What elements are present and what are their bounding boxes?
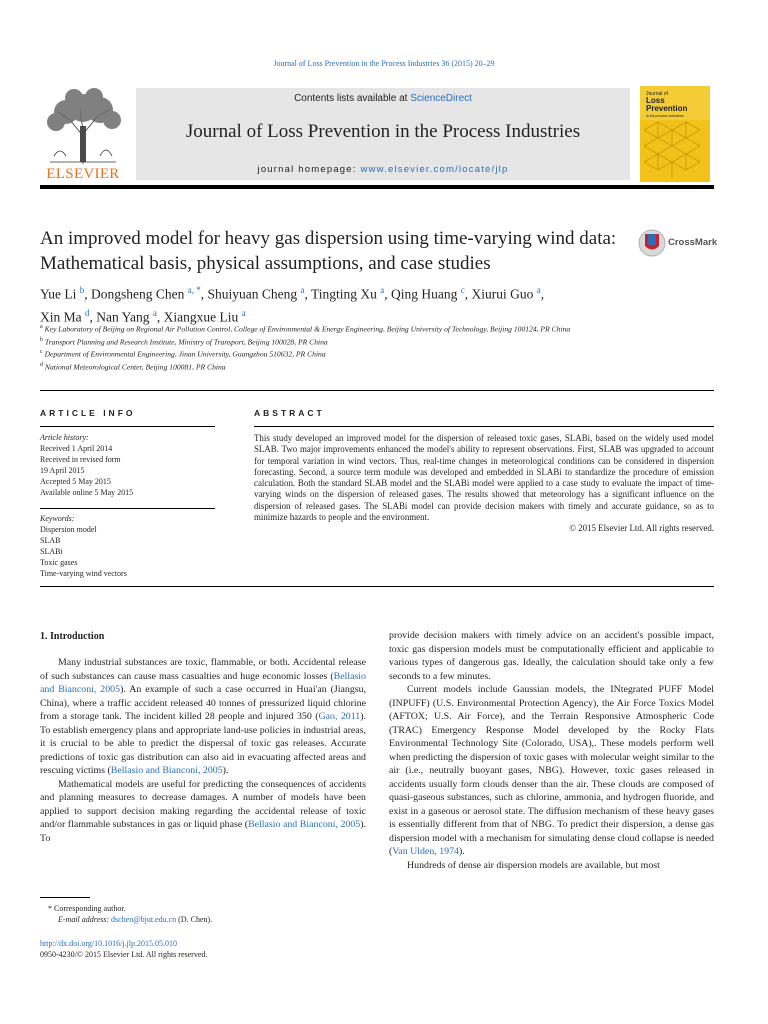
author-name[interactable]: Xiurui Guo xyxy=(471,286,534,302)
journal-title: Journal of Loss Prevention in the Process Industries xyxy=(185,121,581,142)
paragraph-text: ). An example of such a case occurred in Huai'an (Jiangsu, China), where a traffic accident released 40 tonnes of pressurized liquid chlorine from a storage tank. The incident killed 28 people and injured 350 ( xyxy=(40,684,366,722)
author-affiliation-marker[interactable]: b xyxy=(79,285,85,295)
elsevier-tree-icon xyxy=(40,86,126,166)
author-affiliation-marker[interactable]: a xyxy=(536,285,541,295)
citation-link[interactable]: Bellasio and Bianconi, 2005 xyxy=(110,765,223,776)
body-paragraph xyxy=(40,778,366,846)
author-affiliation-marker[interactable]: a xyxy=(300,285,305,295)
history-entry: Accepted 5 May 2015 xyxy=(40,477,111,486)
author-affiliation-marker[interactable]: c xyxy=(460,285,465,295)
title-divider xyxy=(40,390,714,391)
affiliation-key: d xyxy=(40,361,43,368)
history-entry: Received in revised form xyxy=(40,455,121,464)
author-affiliation-marker[interactable]: d xyxy=(85,307,90,318)
keywords-divider xyxy=(40,508,215,509)
affiliation-item xyxy=(40,335,620,348)
email-line xyxy=(48,914,212,925)
abstract-heading: ABSTRACT xyxy=(254,408,325,418)
history-entry: 19 April 2015 xyxy=(40,466,85,475)
affiliation-list xyxy=(40,322,620,372)
journal-header xyxy=(136,88,630,180)
doi-link[interactable]: http://dx.doi.org/10.1016/j.jlp.2015.05.010 xyxy=(40,939,177,948)
footnote-divider xyxy=(40,897,90,898)
affiliation-key: c xyxy=(40,349,43,356)
keyword: Dispersion model xyxy=(40,525,97,534)
history-entry: Received 1 April 2014 xyxy=(40,444,113,453)
homepage-prefix: journal homepage: xyxy=(257,164,361,175)
affiliation-text: Transport Planning and Research Institute, Ministry of Transport, Beijing 100028, PR China xyxy=(44,337,328,347)
paragraph-text: ). To xyxy=(40,819,366,844)
citation-link[interactable]: Gao, 2011 xyxy=(318,711,361,722)
citation-link[interactable]: Bellasio and Bianconi, 2005 xyxy=(40,670,366,695)
body-paragraph xyxy=(389,859,714,873)
author-affiliation-marker[interactable]: a xyxy=(152,307,157,318)
cover-line-3: Prevention xyxy=(646,104,688,113)
keyword: SLABi xyxy=(40,547,63,556)
keyword: Time-varying wind vectors xyxy=(40,569,127,578)
email-label: E-mail address: xyxy=(58,915,112,924)
author-email-link[interactable]: dschen@bjut.edu.cn xyxy=(111,915,177,924)
cover-line-2: Loss xyxy=(646,96,665,105)
article-info-divider xyxy=(40,426,215,427)
paragraph-text: ). To establish emergency plans and appropriate land-use policies in industrial areas, it is crucial to be able to predict the dispersal of toxic gas releases. Accurate predictions of toxic gas distribution can also aid in evacuating affected areas and rescuing victims ( xyxy=(40,711,366,776)
citation-link[interactable]: Van Ulden, 1974 xyxy=(392,846,459,857)
elsevier-logo xyxy=(40,86,126,182)
paragraph-text: Current models include Gaussian models, the INtegrated PUFF Model (INPUFF) (U.S. Environmental Protection Agency), the Air Force Toxics Model (AFTOX; U.S. Air Force), and the Terrain Responsive Atmospheric Code (TRAC) Emergency Response Model developed by the Rocky Flats Environmental Technology Site (Colorado, USA),. These models perform well when predicting the dispersion of toxic gases with molecular weight similar to the air (i.e., neutrally buoyant gases, NBG). However, toxic gases released in accidents usually form clouds denser than the air. These clouds are composed of quasi-gaseous substances, such as chlorine, ammonia, and hydrogen fluoride, and exist in a gaseous or aerosol state. The diffusion mechanism of these heavy gases is essentially different from that of NBG. To predict their dispersion, a dense gas dispersion model with a mechanism for simulating dense cloud collapse is needed ( xyxy=(389,684,714,857)
paper-title: An improved model for heavy gas dispersion using time-varying wind data: Mathematical basis, physical assumptions, and case studies xyxy=(40,228,617,274)
citation-link[interactable]: Bellasio and Bianconi, 2005 xyxy=(248,819,361,830)
affiliation-item xyxy=(40,347,620,360)
paragraph-text: ). xyxy=(458,846,465,857)
journal-homepage-line xyxy=(136,164,630,175)
email-suffix: (D. Chen). xyxy=(176,915,213,924)
paragraph-text: provide decision makers with timely advice on an accident's possible impact, toxic gas dispersion models must be computationally efficient and applicable to various types of dangerous gas. Ideally, the calculation should take only a few seconds to a few minutes. xyxy=(389,630,714,682)
section-heading-introduction: 1. Introduction xyxy=(40,631,105,642)
contents-prefix: Contents lists available at xyxy=(294,93,411,104)
author-separator: , xyxy=(200,286,208,302)
keywords-label: Keywords: xyxy=(40,514,75,523)
crossmark-icon xyxy=(638,228,666,258)
author-name[interactable]: Xiangxue Liu xyxy=(163,309,239,324)
article-history xyxy=(40,432,215,498)
author-name[interactable]: Nan Yang xyxy=(96,309,150,324)
author-name[interactable]: Qing Huang xyxy=(391,286,458,302)
history-entry: Available online 5 May 2015 xyxy=(40,488,134,497)
author-list xyxy=(40,281,640,326)
author-separator: , xyxy=(84,286,91,302)
body-column-right xyxy=(389,629,714,872)
author-name[interactable]: Dongsheng Chen xyxy=(91,286,185,302)
author-separator: , xyxy=(540,286,545,302)
abstract-divider xyxy=(254,426,714,427)
abstract-text: This study developed an improved model for the dispersion of released toxic gases, SLABi, based on the widely used model SLAB. Two major improvements enhanced the model's ability to represent observations. First, SLAB was upgraded to account for temporal variation in wind vectors. Thus, real-time changes in meteorological conditions can be considered in dispersion forecasting. Second, a source term module was developed and embedded in SLABi to standardize the procedure of emission calculation. Both the standard SLAB model and the SLABi model were applied to a case study to evaluate the impact of time-varying winds on the dispersion of released gases. The results showed that meteorology has a significant influence on the dispersion of released gases. The SLABi model can provide decision makers with timely and accurate guidance, so as to minimize hazards to people and the environment. xyxy=(254,433,714,523)
keyword: SLAB xyxy=(40,536,61,545)
author-name[interactable]: Shuiyuan Cheng xyxy=(207,286,298,302)
author-affiliation-marker[interactable]: a, * xyxy=(187,285,201,295)
keywords-block xyxy=(40,513,215,579)
author-affiliation-marker[interactable]: a xyxy=(380,285,385,295)
cover-line-4: in the process industries xyxy=(646,114,684,118)
abstract-block xyxy=(254,433,714,535)
affiliation-item xyxy=(40,322,620,335)
author-name[interactable]: Tingting Xu xyxy=(311,286,377,302)
affiliation-key: a xyxy=(40,324,43,330)
sciencedirect-link[interactable]: ScienceDirect xyxy=(410,93,472,104)
keyword: Toxic gases xyxy=(40,558,78,567)
body-column-left xyxy=(40,656,366,845)
journal-citation-link[interactable]: Journal of Loss Prevention in the Process Industries 36 (2015) 20–29 xyxy=(273,59,495,68)
issn-copyright: 0950-4230/© 2015 Elsevier Ltd. All rights reserved. xyxy=(40,950,208,959)
author-name[interactable]: Yue Li xyxy=(40,286,77,302)
body-paragraph xyxy=(389,629,714,683)
article-history-label: Article history: xyxy=(40,433,89,442)
article-info-heading: ARTICLE INFO xyxy=(40,408,136,418)
journal-homepage-link[interactable]: www.elsevier.com/locate/jlp xyxy=(360,164,509,175)
crossmark-badge[interactable] xyxy=(638,228,718,258)
body-paragraph xyxy=(40,656,366,778)
author-separator: , xyxy=(384,286,392,302)
paragraph-text: Hundreds of dense air dispersion models are available, but most xyxy=(407,859,660,871)
header-divider xyxy=(40,185,714,189)
abstract-bottom-divider xyxy=(40,586,714,587)
affiliation-text: Key Laboratory of Beijing on Regional Air Pollution Control, College of Environmental & Energy Engineering, Beijing University of Technology, Beijing 100124, PR China xyxy=(44,324,571,334)
author-name[interactable]: Xin Ma xyxy=(40,309,82,324)
affiliation-key: b xyxy=(40,336,43,343)
affiliation-text: Department of Environmental Engineering, Jinan University, Guangzhou 510632, PR China xyxy=(44,349,326,359)
affiliation-text: National Meteorological Center, Beijing 100081, PR China xyxy=(44,362,226,372)
author-separator: , xyxy=(304,286,312,302)
journal-cover-image xyxy=(640,86,710,182)
paragraph-text: Mathematical models are useful for predicting the consequences of accidents and planning measures to decrease damages. A number of models have been applied to support decision making regarding the accidental release of toxic and/or flammable substances in gas or liquid phase ( xyxy=(40,778,366,830)
affiliation-item xyxy=(40,360,620,373)
crossmark-label: CrossMark xyxy=(668,237,718,248)
cover-line-1: Journal of xyxy=(646,91,668,97)
paragraph-text: Many industrial substances are toxic, flammable, or both. Accidental release of such substances can cause mass casualties and huge economic losses ( xyxy=(40,657,366,682)
author-affiliation-marker[interactable]: a xyxy=(241,307,246,318)
body-paragraph xyxy=(389,683,714,859)
journal-cover-thumbnail[interactable] xyxy=(640,86,710,182)
corresponding-author-label: * Corresponding author. xyxy=(48,904,126,913)
paragraph-text: ). xyxy=(222,765,229,776)
corresponding-author-footnote xyxy=(48,903,212,925)
publisher-name: ELSEVIER xyxy=(46,166,120,182)
doi-block xyxy=(40,938,207,960)
author-separator: , xyxy=(156,309,164,324)
abstract-copyright: © 2015 Elsevier Ltd. All rights reserved. xyxy=(569,523,714,534)
author-separator: , xyxy=(89,309,97,324)
contents-available-line xyxy=(136,93,630,104)
author-separator: , xyxy=(464,286,472,302)
